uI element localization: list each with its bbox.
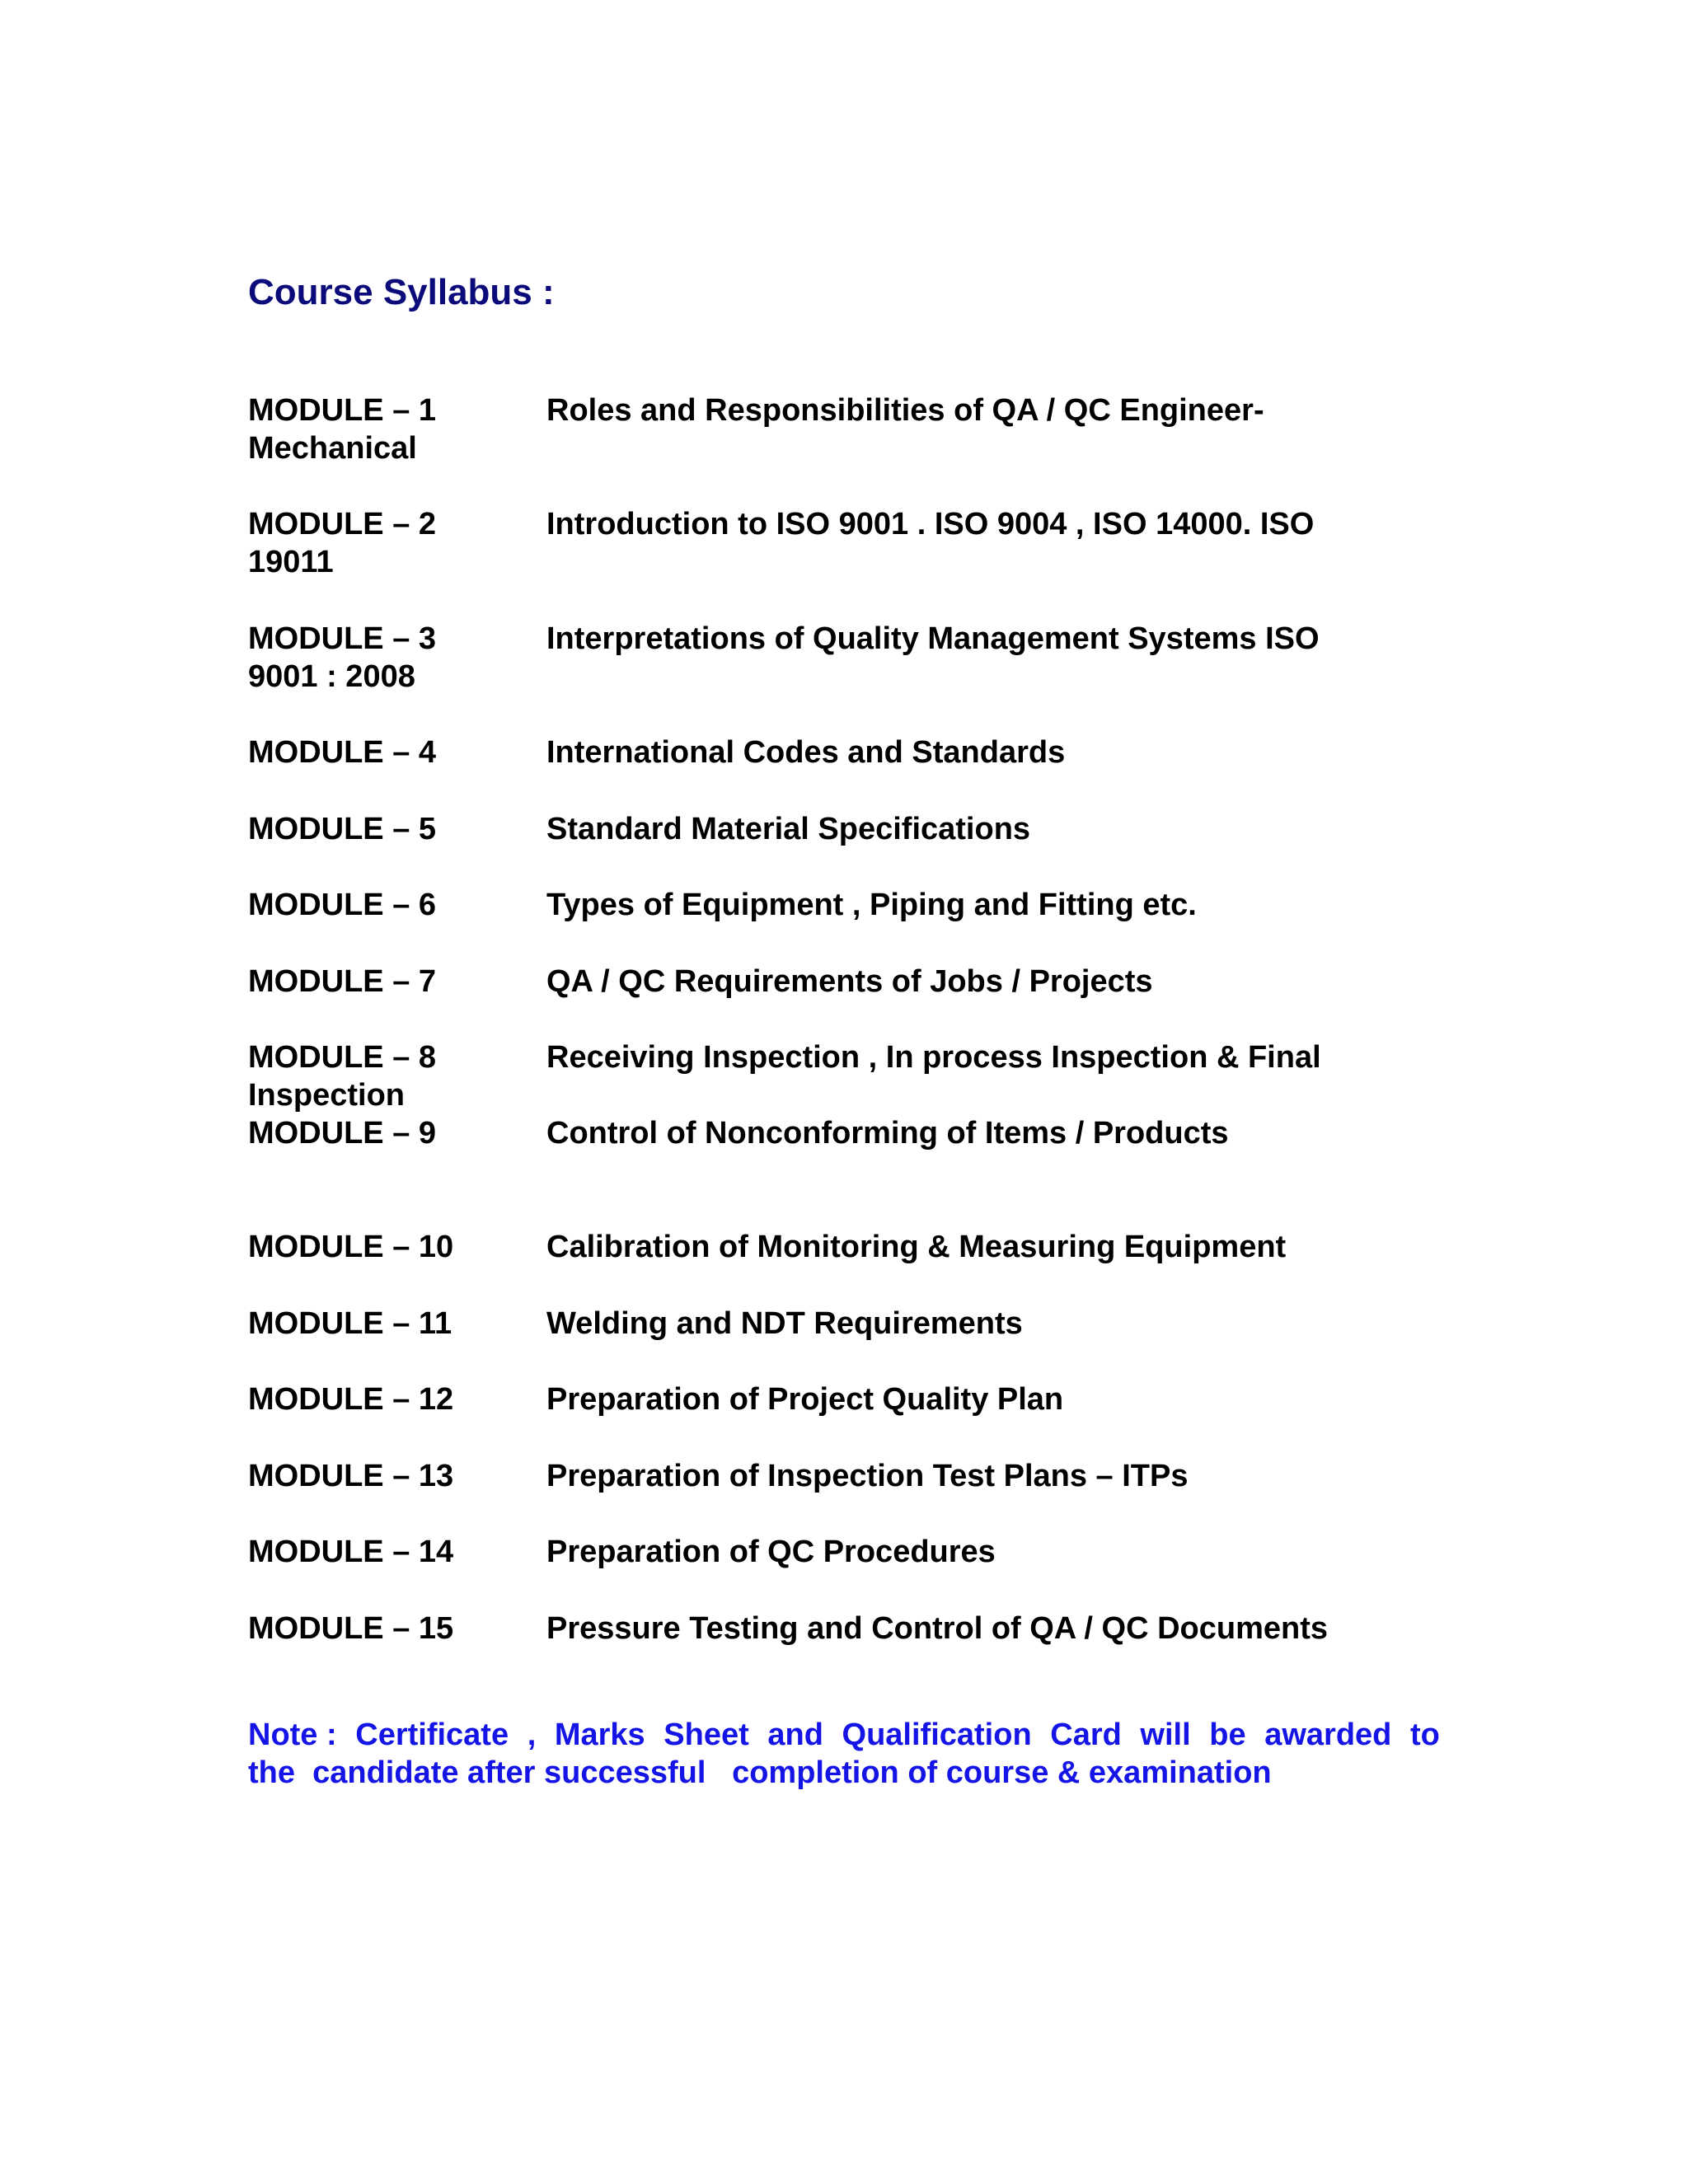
module-number: MODULE – 8: [248, 1040, 437, 1075]
note-word: awarded: [1264, 1718, 1392, 1752]
note-word: ,: [527, 1718, 537, 1752]
module-title: International Codes and Standards: [546, 735, 1066, 770]
note-word: be: [1209, 1718, 1246, 1752]
module-title: Receiving Inspection , In process Inspection & Final: [546, 1040, 1321, 1075]
module-number: MODULE – 6: [248, 888, 437, 922]
note-word: Qualification: [842, 1718, 1032, 1752]
module-7: [248, 963, 1443, 1001]
module-9: [248, 1114, 1443, 1152]
note-line-2: the candidate after successful completion of course & examination: [248, 1755, 1272, 1790]
module-3: [248, 620, 1443, 696]
note-label: Note :: [248, 1718, 337, 1752]
module-title: Preparation of QC Procedures: [546, 1535, 996, 1569]
module-number: MODULE – 15: [248, 1611, 454, 1646]
note-word: and: [767, 1718, 823, 1752]
module-number: MODULE – 11: [248, 1306, 452, 1341]
module-title: Welding and NDT Requirements: [546, 1306, 1023, 1341]
module-title-continued: 9001 : 2008: [248, 659, 415, 694]
module-title: Preparation of Inspection Test Plans – ITPs: [546, 1459, 1189, 1493]
module-15: [248, 1610, 1443, 1647]
module-number: MODULE – 4: [248, 735, 437, 770]
module-12: [248, 1380, 1443, 1418]
note-word: to: [1409, 1718, 1440, 1752]
module-10: [248, 1228, 1443, 1266]
note-word: Card: [1050, 1718, 1122, 1752]
module-title: QA / QC Requirements of Jobs / Projects: [546, 964, 1153, 999]
note-word: will: [1140, 1718, 1191, 1752]
certificate-note: [248, 1716, 1440, 1792]
module-6: [248, 886, 1443, 924]
page-title: Course Syllabus :: [248, 272, 555, 312]
module-title: Interpretations of Quality Management Systems ISO: [546, 621, 1320, 656]
module-number: MODULE – 10: [248, 1230, 454, 1264]
module-title: Preparation of Project Quality Plan: [546, 1382, 1064, 1417]
module-number: MODULE – 1: [248, 393, 437, 428]
module-title: Control of Nonconforming of Items / Products: [546, 1116, 1229, 1151]
module-14: [248, 1533, 1443, 1571]
module-title: Roles and Responsibilities of QA / QC Engineer-: [546, 393, 1264, 428]
module-8: [248, 1038, 1443, 1114]
module-4: [248, 733, 1443, 771]
module-title: Types of Equipment , Piping and Fitting etc.: [546, 888, 1197, 922]
module-number: MODULE – 14: [248, 1535, 454, 1569]
note-line-1: [248, 1716, 1440, 1754]
module-13: [248, 1457, 1443, 1495]
module-title-continued: 19011: [248, 545, 334, 579]
module-title: Introduction to ISO 9001 . ISO 9004 , ISO 14000. ISO: [546, 507, 1315, 541]
module-title: Standard Material Specifications: [546, 812, 1031, 846]
module-title: Calibration of Monitoring & Measuring Equipment: [546, 1230, 1287, 1264]
module-number: MODULE – 13: [248, 1459, 454, 1493]
module-number: MODULE – 2: [248, 507, 437, 541]
module-1: [248, 391, 1443, 467]
note-word: Marks: [554, 1718, 645, 1752]
module-number: MODULE – 12: [248, 1382, 454, 1417]
note-word: Certificate: [355, 1718, 509, 1752]
note-word: Sheet: [663, 1718, 749, 1752]
module-5: [248, 810, 1443, 848]
module-11: [248, 1305, 1443, 1343]
module-2: [248, 505, 1443, 581]
module-number: MODULE – 7: [248, 964, 437, 999]
module-title-continued: Inspection: [248, 1078, 406, 1113]
module-number: MODULE – 9: [248, 1116, 437, 1151]
module-title: Pressure Testing and Control of QA / QC Documents: [546, 1611, 1328, 1646]
module-title-continued: Mechanical: [248, 431, 417, 466]
module-number: MODULE – 5: [248, 812, 437, 846]
module-number: MODULE – 3: [248, 621, 437, 656]
